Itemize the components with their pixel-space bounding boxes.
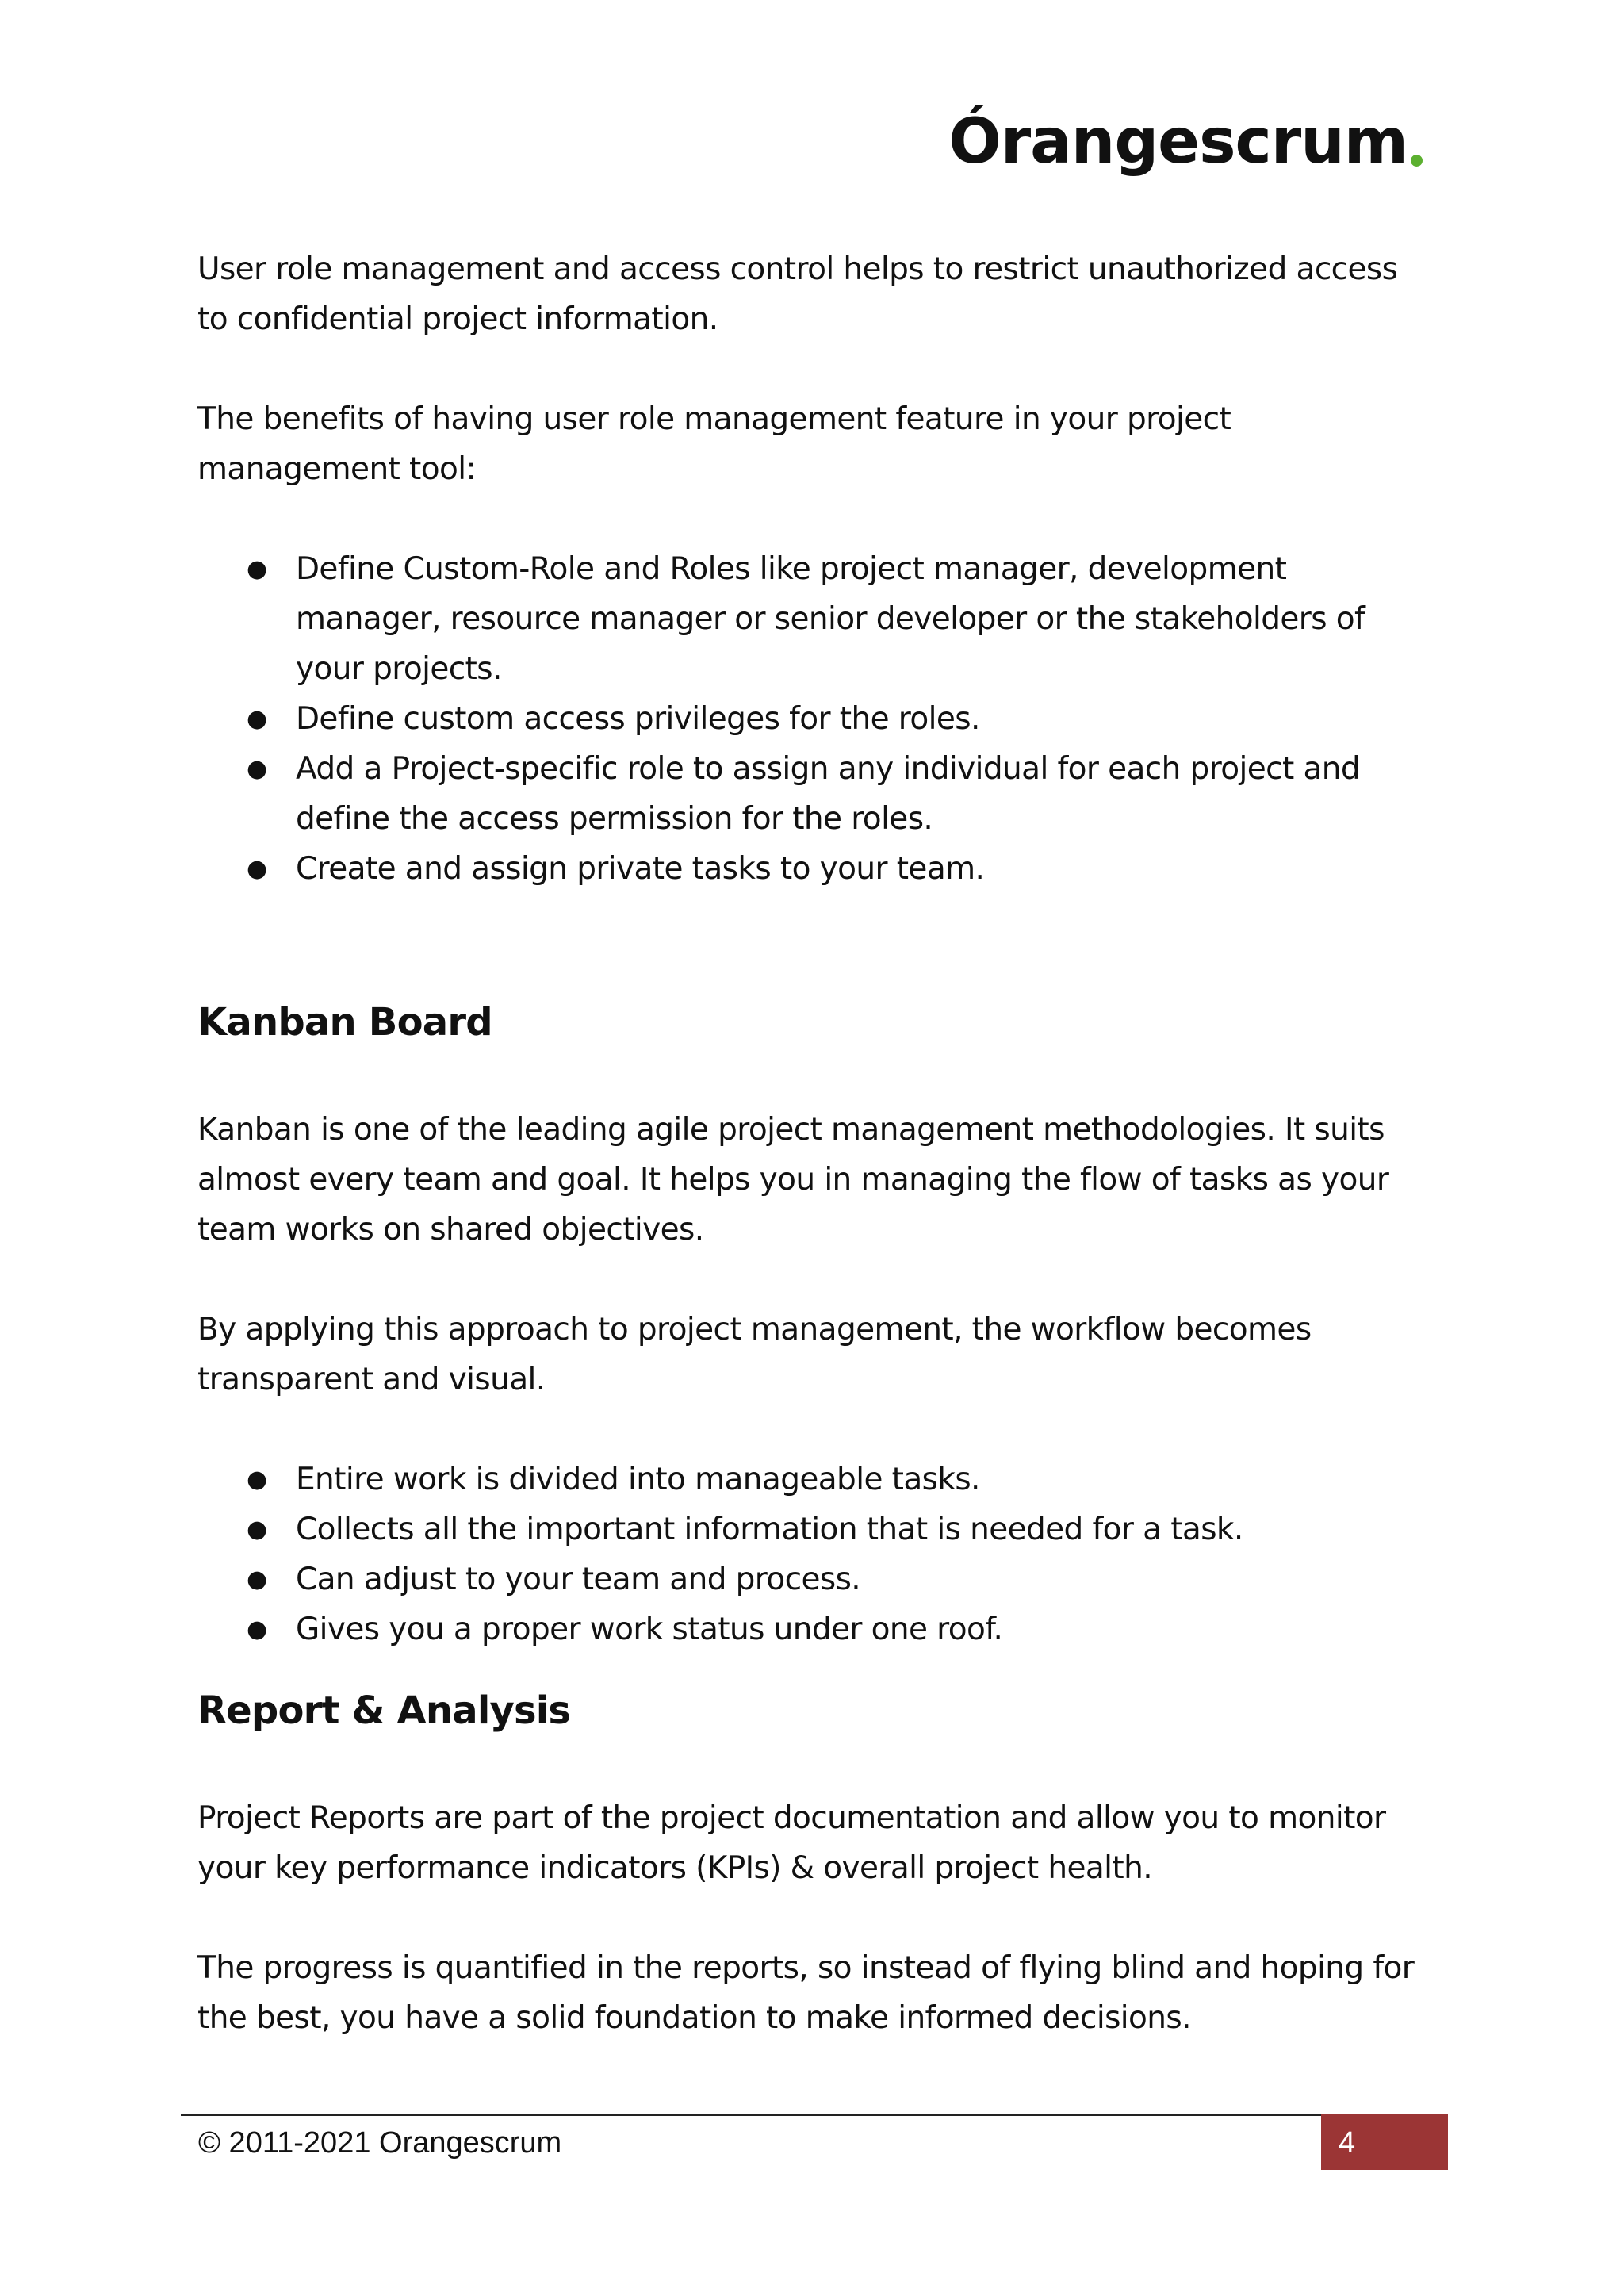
list-item: [247, 744, 1434, 844]
list-item-text: Gives you a proper work status under one roof.: [296, 1612, 1003, 1647]
list-item: [247, 844, 1434, 894]
bullet-icon: ●: [247, 755, 267, 783]
kanban-paragraph-2: By applying this approach to project management, the workflow becomes transparent and visual.: [197, 1312, 1312, 1397]
bullet-icon: ●: [247, 1516, 267, 1543]
orangescrum-logo: [948, 106, 1423, 178]
list-item: [247, 1455, 1434, 1504]
logo-dot-icon: [1411, 155, 1423, 167]
footer-divider: [181, 2114, 1448, 2116]
intro-paragraph-2: The benefits of having user role management feature in your project management tool:: [197, 401, 1231, 487]
page-number-box: [1321, 2114, 1448, 2170]
benefits-list: [197, 544, 1434, 894]
list-item: [247, 1604, 1434, 1654]
list-item-text: Collects all the important information that is needed for a task.: [296, 1512, 1243, 1547]
document-content: [197, 244, 1434, 2093]
bullet-icon: ●: [247, 705, 267, 733]
report-paragraph-1: Project Reports are part of the project documentation and allow you to monitor your key performance indicators (KPIs) & overall project health.: [197, 1800, 1386, 1886]
bullet-icon: ●: [247, 1466, 267, 1493]
list-item-text: Entire work is divided into manageable tasks.: [296, 1462, 980, 1497]
bullet-icon: ●: [247, 1616, 267, 1643]
intro-paragraph-1: User role management and access control helps to restrict unauthorized access to confidential project information.: [197, 251, 1398, 337]
list-item: [247, 544, 1434, 694]
page-number: 4: [1339, 2126, 1356, 2160]
list-item-text: Create and assign private tasks to your team.: [296, 851, 985, 887]
kanban-heading: Kanban Board: [197, 1000, 492, 1045]
page-footer: [181, 2114, 1448, 2170]
kanban-paragraph-1: Kanban is one of the leading agile project management methodologies. It suits almost every team and goal. It helps you in managing the flow of tasks as your team works on shared objectives.: [197, 1112, 1389, 1248]
report-paragraph-2: The progress is quantified in the reports, so instead of flying blind and hoping for the best, you have a solid foundation to make informed decisions.: [197, 1950, 1415, 2036]
list-item-text: Define custom access privileges for the roles.: [296, 701, 980, 737]
kanban-list: [197, 1455, 1434, 1654]
report-heading: Report & Analysis: [197, 1688, 571, 1733]
list-item-text: Define Custom-Role and Roles like project manager, development manager, resource manager or senior developer or the stakeholders of your projects.: [296, 551, 1365, 687]
list-item-text: Add a Project-specific role to assign any individual for each project and define the access permission for the roles.: [296, 751, 1361, 837]
section-spacer: [197, 944, 1434, 998]
list-item: [247, 1554, 1434, 1604]
list-item: [247, 1504, 1434, 1554]
bullet-icon: ●: [247, 1566, 267, 1593]
list-item-text: Can adjust to your team and process.: [296, 1562, 861, 1597]
bullet-icon: ●: [247, 855, 267, 883]
logo-text: Órangescrum: [948, 106, 1408, 178]
list-item: [247, 694, 1434, 744]
copyright-text: © 2011-2021 Orangescrum: [198, 2126, 562, 2160]
bullet-icon: ●: [247, 555, 267, 583]
